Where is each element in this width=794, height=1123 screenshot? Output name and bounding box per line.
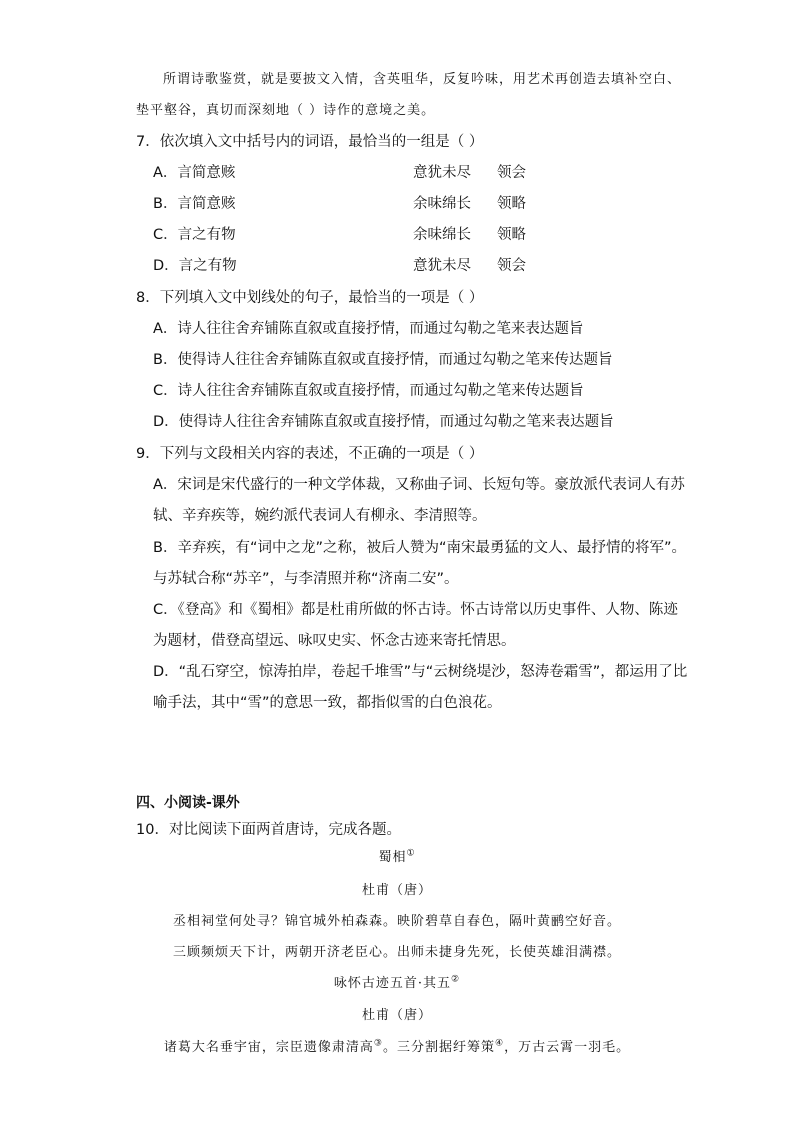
footnote-marker-2: ② xyxy=(451,974,461,985)
option-word-1: 言之有物 xyxy=(177,227,236,243)
question-8-option-a[interactable]: A．诗人往往舍弃铺陈直叙或直接抒情，而通过勾勒之笔来表达题旨 xyxy=(153,321,584,337)
question-9-option-d-continued: 喻手法，其中“雪”的意思一致，都指似雪的白色浪花。 xyxy=(153,695,502,711)
question-7-option-d[interactable] xyxy=(153,254,526,275)
passage-line-1: 所谓诗歌鉴赏，就是要披文入情，含英咀华，反复吟味，用艺术再创造去填补空白、 xyxy=(163,72,682,87)
question-9-option-a-continued: 轼、辛弃疾等，婉约派代表词人有柳永、李清照等。 xyxy=(153,508,487,524)
option-word-3: 领会 xyxy=(497,258,526,274)
option-label: D． xyxy=(153,258,179,274)
question-9-option-d[interactable]: D．“乱石穿空，惊涛拍岸，卷起千堆雪”与“云树绕堤沙，怒涛卷霜雪”，都运用了比 xyxy=(153,664,688,680)
question-9-option-b[interactable]: B．辛弃疾，有“词中之龙”之称，被后人赞为“南宋最勇猛的文人、最抒情的将军”。 xyxy=(153,540,686,556)
poem-2-line-part-c: ，万古云霄一羽毛。 xyxy=(504,1040,631,1055)
poem-2-line-part-b: 。三分割据纡筹策 xyxy=(382,1040,495,1055)
question-9-stem: 9．下列与文段相关内容的表述，不正确的一项是（ ） xyxy=(136,446,484,462)
option-word-1: 言之有物 xyxy=(178,258,237,274)
option-word-1: 言简意赅 xyxy=(177,165,236,181)
poem-2-author: 杜甫（唐） xyxy=(361,1008,432,1023)
option-word-3: 领略 xyxy=(497,196,526,212)
footnote-marker-3: ③ xyxy=(373,1038,383,1049)
poem-2-line-1 xyxy=(0,1036,794,1055)
poem-1-title-text: 蜀相 xyxy=(378,850,407,865)
question-7-option-b[interactable] xyxy=(153,192,526,213)
question-8-option-d[interactable]: D．使得诗人往往舍弃铺陈直叙或直接抒情，而通过勾勒之笔来表达题旨 xyxy=(153,414,614,430)
footnote-marker-4: ④ xyxy=(495,1038,505,1049)
option-word-2: 意犹未尽 xyxy=(413,165,471,181)
poem-2-title-text: 咏怀古迹五首·其五 xyxy=(333,976,452,991)
option-label: B． xyxy=(153,196,178,212)
passage-line-2: 垫平壑谷，真切而深刻地（ ）诗作的意境之美。 xyxy=(136,103,436,118)
option-word-2: 意犹未尽 xyxy=(413,258,471,274)
poem-1-title xyxy=(0,846,794,865)
question-10-stem: 10．对比阅读下面两首唐诗，完成各题。 xyxy=(136,822,401,838)
question-7-option-c[interactable] xyxy=(153,223,526,244)
question-8-option-c[interactable]: C．诗人往往舍弃铺陈直叙或直接抒情，而通过勾勒之笔来传达题旨 xyxy=(153,383,584,399)
question-8-stem: 8．下列填入文中划线处的句子，最恰当的一项是（ ） xyxy=(136,290,484,306)
section-heading: 四、小阅读-课外 xyxy=(136,795,240,811)
option-word-1: 言简意赅 xyxy=(177,196,236,212)
poem-2-title xyxy=(0,972,794,991)
question-9-option-c-continued: 为题材，借登高望远、咏叹史实、怀念古迹来寄托情思。 xyxy=(153,633,516,649)
question-7-stem: 7．依次填入文中括号内的词语，最恰当的一组是（ ） xyxy=(136,134,484,150)
poem-1-line-2: 三顾频烦天下计，两朝开济老臣心。出师未捷身先死，长使英雄泪满襟。 xyxy=(172,945,621,960)
option-word-3: 领略 xyxy=(497,227,526,243)
question-7-option-a[interactable] xyxy=(153,161,526,182)
question-9-option-b-continued: 与苏轼合称“苏辛”，与李清照并称“济南二安”。 xyxy=(153,571,459,587)
option-label: A． xyxy=(153,165,178,181)
poem-1-line-1: 丞相祠堂何处寻？锦官城外柏森森。映阶碧草自春色，隔叶黄鹂空好音。 xyxy=(172,914,621,929)
poem-1-author: 杜甫（唐） xyxy=(361,883,432,898)
option-word-2: 余味绵长 xyxy=(413,196,471,212)
option-word-2: 余味绵长 xyxy=(413,227,471,243)
poem-2-line-part-a: 诸葛大名垂宇宙，宗臣遗像肃清高 xyxy=(163,1040,374,1055)
question-9-option-c[interactable]: C．《登高》和《蜀相》都是杜甫所做的怀古诗。怀古诗常以历史事件、人物、陈迹 xyxy=(153,602,678,618)
question-8-option-b[interactable]: B．使得诗人往往舍弃铺陈直叙或直接抒情，而通过勾勒之笔来传达题旨 xyxy=(153,352,613,368)
footnote-marker-1: ① xyxy=(406,848,416,859)
option-word-3: 领会 xyxy=(497,165,526,181)
option-label: C． xyxy=(153,227,178,243)
question-9-option-a[interactable]: A．宋词是宋代盛行的一种文学体裁，又称曲子词、长短句等。豪放派代表词人有苏 xyxy=(153,477,685,493)
